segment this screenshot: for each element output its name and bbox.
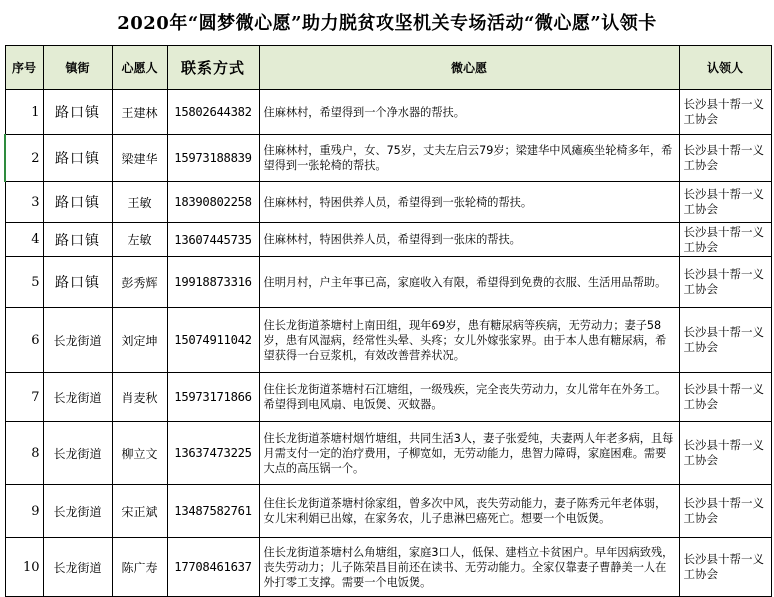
seq-cell[interactable]: 4 [5, 223, 43, 257]
wish-cell[interactable]: 住麻林村，重残户，女、75岁，丈夫左启云79岁；梁建华中风瘫痪坐轮椅多年，希望得到一张轮椅的帮扶。 [259, 135, 679, 182]
claimant-cell[interactable]: 长沙县十帮一义工协会 [679, 135, 771, 182]
claimant-cell[interactable]: 长沙县十帮一义工协会 [679, 485, 771, 538]
wish-cell[interactable]: 住住长龙街道茶塘村徐家组，曾多次中风，丧失劳动能力，妻子陈秀元年老体弱，女儿宋利娟已出嫁，在家务农，儿子患淋巴癌死亡。想要一个电饭煲。 [259, 485, 679, 538]
street-cell[interactable]: 路口镇 [43, 135, 112, 182]
street-cell[interactable]: 路口镇 [43, 182, 112, 223]
phone-cell[interactable]: 13607445735 [167, 223, 259, 257]
seq-cell[interactable]: 6 [5, 308, 43, 373]
seq-cell[interactable]: 2 [5, 135, 43, 182]
seq-cell[interactable]: 3 [5, 182, 43, 223]
table-row [5, 135, 771, 182]
wisher-cell[interactable]: 左敏 [112, 223, 167, 257]
table-row [5, 422, 771, 485]
header-wish[interactable]: 微心愿 [259, 46, 679, 90]
header-wisher[interactable]: 心愿人 [112, 46, 167, 90]
wisher-cell[interactable]: 柳立文 [112, 422, 167, 485]
claimant-cell[interactable]: 长沙县十帮一义工协会 [679, 422, 771, 485]
wish-cell[interactable]: 住麻林村，希望得到一个净水器的帮扶。 [259, 90, 679, 135]
wisher-cell[interactable]: 陈广寿 [112, 538, 167, 597]
wish-cell[interactable]: 住住长龙街道茶塘村石江塘组，一级残疾，完全丧失劳动力，女儿常年在外务工。希望得到电风扇、电饭煲、灭蚊器。 [259, 373, 679, 422]
table-row [5, 223, 771, 257]
table-row [5, 485, 771, 538]
wish-cell[interactable]: 住长龙街道茶塘村烟竹塘组，共同生活3人，妻子张爱纯，夫妻两人年老多病，且每月需支付一定的治疗费用，子柳宽如，无劳动能力，患智力障碍，家庭困难。需要大点的高压锅一个。 [259, 422, 679, 485]
header-seq[interactable]: 序号 [5, 46, 43, 90]
wisher-cell[interactable]: 王敏 [112, 182, 167, 223]
header-contact[interactable]: 联系方式 [167, 46, 259, 90]
table-row [5, 90, 771, 135]
header-claimant[interactable]: 认领人 [679, 46, 771, 90]
phone-cell[interactable]: 18390802258 [167, 182, 259, 223]
claimant-cell[interactable]: 长沙县十帮一义工协会 [679, 257, 771, 308]
page-title: 2020年“圆梦微心愿”助力脱贫攻坚机关专场活动“微心愿”认领卡 [117, 13, 657, 34]
wish-cell[interactable]: 住明月村，户主年事已高，家庭收入有限，希望得到免费的衣服、生活用品帮助。 [259, 257, 679, 308]
phone-cell[interactable]: 13487582761 [167, 485, 259, 538]
wish-cell[interactable]: 住麻林村，特困供养人员，希望得到一张床的帮扶。 [259, 223, 679, 257]
phone-cell[interactable]: 15973171866 [167, 373, 259, 422]
claimant-cell[interactable]: 长沙县十帮一义工协会 [679, 223, 771, 257]
wisher-cell[interactable]: 王建林 [112, 90, 167, 135]
claimant-cell[interactable]: 长沙县十帮一义工协会 [679, 373, 771, 422]
street-cell[interactable]: 长龙街道 [43, 422, 112, 485]
seq-cell[interactable]: 8 [5, 422, 43, 485]
claimant-cell[interactable]: 长沙县十帮一义工协会 [679, 90, 771, 135]
seq-cell[interactable]: 7 [5, 373, 43, 422]
table-row [5, 373, 771, 422]
seq-cell[interactable]: 1 [5, 90, 43, 135]
claimant-cell[interactable]: 长沙县十帮一义工协会 [679, 182, 771, 223]
phone-cell[interactable]: 13637473225 [167, 422, 259, 485]
header-row [5, 46, 771, 90]
phone-cell[interactable]: 15074911042 [167, 308, 259, 373]
street-cell[interactable]: 路口镇 [43, 90, 112, 135]
wish-cell[interactable]: 住长龙街道茶塘村么角塘组，家庭3口人，低保、建档立卡贫困户。早年因病致残，丧失劳动力；儿子陈荣昌目前还在读书、无劳动能力。全家仅靠妻子曹静美一人在外打零工支撑。需要一个电饭煲。 [259, 538, 679, 597]
table-row [5, 257, 771, 308]
phone-cell[interactable]: 17708461637 [167, 538, 259, 597]
street-cell[interactable]: 路口镇 [43, 257, 112, 308]
street-cell[interactable]: 路口镇 [43, 223, 112, 257]
wisher-cell[interactable]: 彭秀辉 [112, 257, 167, 308]
claimant-cell[interactable]: 长沙县十帮一义工协会 [679, 538, 771, 597]
street-cell[interactable]: 长龙街道 [43, 308, 112, 373]
seq-cell[interactable]: 5 [5, 257, 43, 308]
wish-cell[interactable]: 住长龙街道茶塘村上南田组，现年69岁，患有糖尿病等疾病，无劳动力；妻子58岁，患有风湿病，经常性头晕、头疼；女儿外嫁张家界。由于本人患有糖尿病，希望获得一台豆浆机，有效改善营养状况。 [259, 308, 679, 373]
street-cell[interactable]: 长龙街道 [43, 538, 112, 597]
wisher-cell[interactable]: 宋正斌 [112, 485, 167, 538]
phone-cell[interactable]: 15973188839 [167, 135, 259, 182]
wish-table [4, 45, 772, 597]
street-cell[interactable]: 长龙街道 [43, 373, 112, 422]
header-street[interactable]: 镇街 [43, 46, 112, 90]
table-row [5, 538, 771, 597]
wisher-cell[interactable]: 刘定坤 [112, 308, 167, 373]
wish-cell[interactable]: 住麻林村，特困供养人员，希望得到一张轮椅的帮扶。 [259, 182, 679, 223]
wisher-cell[interactable]: 肖麦秋 [112, 373, 167, 422]
street-cell[interactable]: 长龙街道 [43, 485, 112, 538]
phone-cell[interactable]: 15802644382 [167, 90, 259, 135]
table-row [5, 182, 771, 223]
table-row [5, 308, 771, 373]
seq-cell[interactable]: 9 [5, 485, 43, 538]
phone-cell[interactable]: 19918873316 [167, 257, 259, 308]
claimant-cell[interactable]: 长沙县十帮一义工协会 [679, 308, 771, 373]
seq-cell[interactable]: 10 [5, 538, 43, 597]
wisher-cell[interactable]: 梁建华 [112, 135, 167, 182]
